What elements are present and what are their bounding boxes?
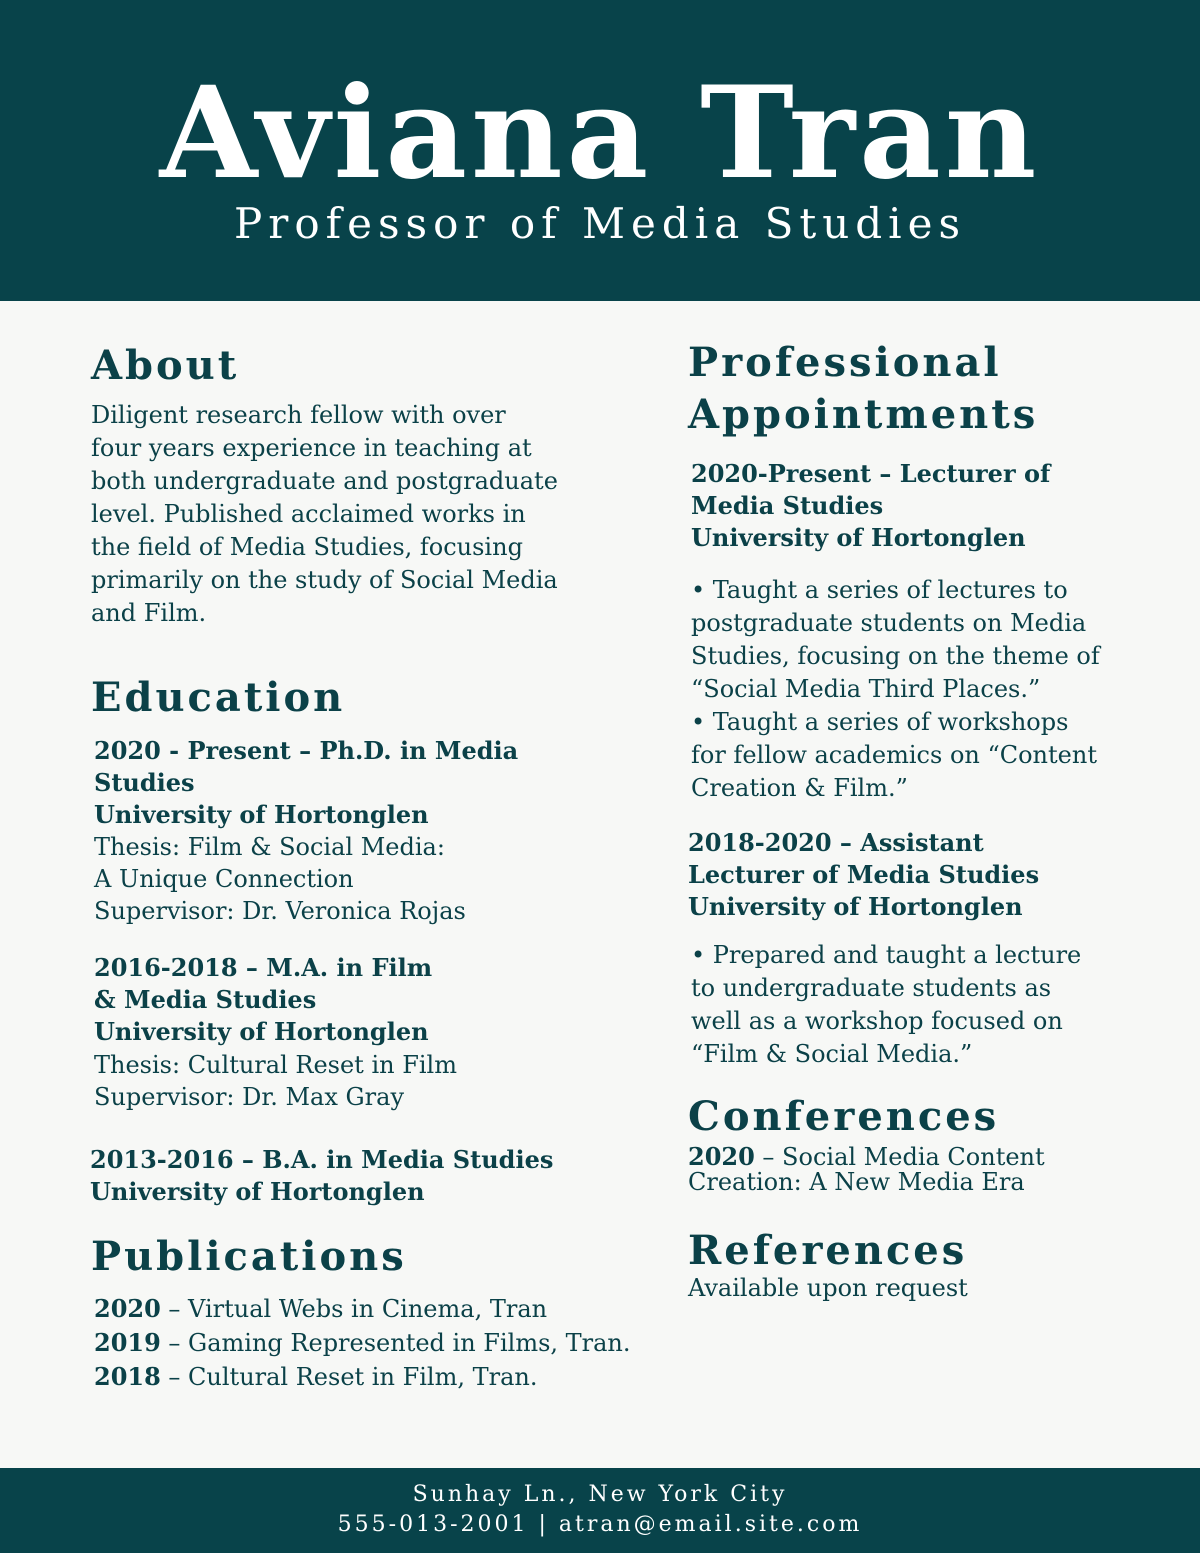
- conference-text: – Social Media Content: [754, 1143, 1045, 1171]
- appointments-heading: [688, 337, 1038, 441]
- appointment-line: Creation & Film.”: [691, 774, 908, 802]
- appointment-line: to undergraduate students as: [691, 974, 1052, 1002]
- appointment-line: well as a workshop focused on: [691, 1007, 1063, 1035]
- education-heading: Education: [91, 674, 346, 721]
- publication-item: [94, 1292, 631, 1326]
- footer-address: Sunhay Ln., New York City: [412, 1482, 788, 1507]
- education-ba-title: [90, 1144, 553, 1208]
- education-phd-title-line: 2020 - Present – Ph.D. in Media: [94, 736, 519, 765]
- education-ma-supervisor: Supervisor: Dr. Max Gray: [94, 1083, 405, 1111]
- publications-heading: Publications: [91, 1233, 407, 1280]
- conferences-item: [688, 1144, 1045, 1195]
- appointment-line: • Taught a series of workshops: [691, 708, 1069, 736]
- appointment-lecturer-title-line: 2020-Present – Lecturer of: [691, 459, 1051, 488]
- publications-list: [94, 1292, 631, 1394]
- education-ma-title: [94, 952, 432, 1048]
- about-line: Diligent research fellow with over: [91, 401, 506, 429]
- appointment-assistant-title: [688, 827, 1039, 923]
- appointment-line: for fellow academics on “Content: [691, 741, 1097, 769]
- education-ma-title-line: 2016-2018 – M.A. in Film: [94, 953, 433, 982]
- education-phd-title-line: Studies: [94, 768, 195, 797]
- appointment-lecturer-title-line: Media Studies: [691, 491, 884, 520]
- publication-text: – Virtual Webs in Cinema, Tran: [160, 1295, 548, 1323]
- appointment-assistant-title-line: Lecturer of Media Studies: [688, 860, 1040, 889]
- publication-item: [94, 1360, 631, 1394]
- appointment-lecturer-details: [691, 574, 1100, 805]
- appointment-lecturer-school: University of Hortonglen: [691, 523, 1026, 552]
- about-line: level. Published acclaimed works in: [91, 500, 526, 528]
- appointment-line: “Social Media Third Places.”: [691, 675, 1041, 703]
- appointment-lecturer-title: [691, 458, 1050, 554]
- conference-line: [688, 1144, 1045, 1170]
- resume-name: Aviana Tran: [159, 59, 1041, 207]
- about-line: both undergraduate and postgraduate: [91, 467, 558, 495]
- publication-year: 2018: [94, 1362, 161, 1391]
- appointment-assistant-school: University of Hortonglen: [688, 892, 1023, 921]
- publication-text: – Cultural Reset in Film, Tran.: [160, 1363, 538, 1391]
- education-ma-school: University of Hortonglen: [94, 1017, 429, 1046]
- about-line: the field of Media Studies, focusing: [91, 533, 523, 561]
- appointments-heading-line: Appointments: [688, 391, 1039, 438]
- publication-item: [94, 1326, 631, 1360]
- appointments-heading-line: Professional: [688, 339, 1002, 386]
- resume-title: Professor of Media Studies: [233, 199, 967, 248]
- education-phd-school: University of Hortonglen: [94, 800, 429, 829]
- about-line: primarily on the study of Social Media: [91, 566, 558, 594]
- appointment-line: • Prepared and taught a lecture: [691, 941, 1082, 969]
- footer-contact: 555-013-2001 | atran@email.site.com: [337, 1512, 863, 1537]
- education-ba-school: University of Hortonglen: [90, 1177, 425, 1206]
- appointment-line: “Film & Social Media.”: [691, 1040, 973, 1068]
- appointment-assistant-title-line: 2018-2020 – Assistant: [688, 828, 984, 857]
- conference-year: 2020: [688, 1142, 755, 1171]
- education-phd-title: [94, 735, 518, 831]
- publication-year: 2019: [94, 1328, 161, 1357]
- education-ma-title-line: & Media Studies: [94, 985, 317, 1014]
- conferences-heading: Conferences: [688, 1093, 1000, 1140]
- about-line: and Film.: [91, 599, 207, 627]
- education-phd-thesis-line: Thesis: Film & Social Media:: [94, 833, 445, 861]
- header-banner: [0, 0, 1200, 301]
- appointment-line: Studies, focusing on the theme of: [691, 642, 1100, 670]
- about-text: [91, 399, 558, 630]
- references-heading: References: [688, 1227, 968, 1274]
- education-phd-supervisor: Supervisor: Dr. Veronica Rojas: [94, 897, 466, 925]
- publication-year: 2020: [94, 1294, 161, 1323]
- appointment-assistant-details: [691, 939, 1081, 1071]
- footer-banner: [0, 1468, 1200, 1553]
- about-line: four years experience in teaching at: [91, 434, 532, 462]
- appointment-line: postgraduate students on Media: [691, 609, 1087, 637]
- conference-line: Creation: A New Media Era: [688, 1168, 1025, 1196]
- education-phd-thesis-line: A Unique Connection: [94, 865, 354, 893]
- education-ba-title-line: 2013-2016 – B.A. in Media Studies: [90, 1145, 554, 1174]
- education-phd-details: [94, 831, 466, 927]
- publication-text: – Gaming Represented in Films, Tran.: [160, 1329, 631, 1357]
- appointment-line: • Taught a series of lectures to: [691, 576, 1068, 604]
- about-heading: About: [91, 342, 240, 389]
- references-text: Available upon request: [688, 1274, 968, 1302]
- education-ma-thesis: Thesis: Cultural Reset in Film: [94, 1051, 457, 1079]
- education-ma-details: [94, 1049, 457, 1113]
